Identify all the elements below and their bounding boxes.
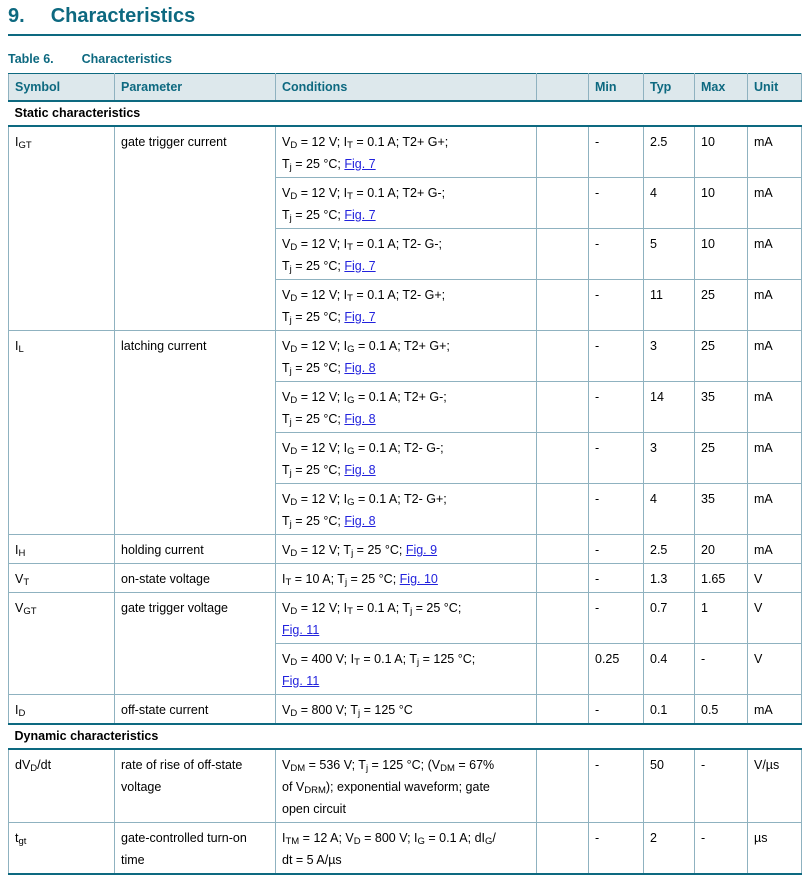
figure-link[interactable]: Fig. 8 <box>344 514 376 528</box>
section-row <box>9 101 802 126</box>
typ-cell: 2.5 <box>644 126 695 178</box>
min-cell: - <box>589 535 644 564</box>
typ-cell: 2.5 <box>644 535 695 564</box>
conditions-cell: $V_D = 12$ V; $I_T = 0.1$ A; T2+ G-; $T_j = 25$ °C; Fig. 7 <box>276 178 537 229</box>
min-cell: - <box>589 593 644 644</box>
col-header-spacer <box>537 74 589 102</box>
conditions-cell: $I_{TM} = 12$ A; $V_D = 800$ V; $I_G = 0.1$ A; $dI_G/$ dt = 5 A/µs <box>276 823 537 875</box>
figure-link[interactable]: Fig. 8 <box>344 463 376 477</box>
spacer-cell <box>537 229 589 280</box>
section-title: Dynamic characteristics <box>9 724 802 749</box>
unit-cell: V <box>748 644 802 695</box>
min-cell: - <box>589 331 644 382</box>
section-title: Characteristics <box>50 5 196 27</box>
max-cell: 10 <box>695 178 748 229</box>
col-header-min: Min <box>589 74 644 102</box>
max-cell: 25 <box>695 433 748 484</box>
typ-cell: 3 <box>644 331 695 382</box>
min-cell: - <box>589 433 644 484</box>
parameter-cell: gate-controlled turn-on time <box>115 823 276 875</box>
symbol-cell: $I_H$ <box>9 535 115 564</box>
spacer-cell <box>537 331 589 382</box>
typ-cell: 0.1 <box>644 695 695 725</box>
spacer-cell <box>537 280 589 331</box>
spacer-cell <box>537 695 589 725</box>
unit-cell: mA <box>748 382 802 433</box>
typ-cell: 3 <box>644 433 695 484</box>
unit-cell: V <box>748 564 802 593</box>
max-cell: - <box>695 749 748 823</box>
unit-cell: mA <box>748 178 802 229</box>
parameter-cell: on-state voltage <box>115 564 276 593</box>
table-row <box>9 564 802 593</box>
col-header-conditions: Conditions <box>276 74 537 102</box>
parameter-cell: latching current <box>115 331 276 535</box>
max-cell: 35 <box>695 484 748 535</box>
typ-cell: 4 <box>644 178 695 229</box>
conditions-cell: $V_D = 12$ V; $I_T = 0.1$ A; T2+ G+; $T_j = 25$ °C; Fig. 7 <box>276 126 537 178</box>
table-row <box>9 126 802 178</box>
min-cell: - <box>589 126 644 178</box>
max-cell: 10 <box>695 126 748 178</box>
typ-cell: 14 <box>644 382 695 433</box>
unit-cell: mA <box>748 695 802 725</box>
symbol-cell: $t_{gt}$ <box>9 823 115 875</box>
figure-link[interactable]: Fig. 11 <box>282 623 320 637</box>
col-header-max: Max <box>695 74 748 102</box>
section-number: 9. <box>8 5 25 27</box>
min-cell: - <box>589 178 644 229</box>
min-cell: - <box>589 382 644 433</box>
min-cell: - <box>589 564 644 593</box>
table-row <box>9 535 802 564</box>
conditions-cell: $V_D = 12$ V; $I_G = 0.1$ A; T2- G-; $T_j = 25$ °C; Fig. 8 <box>276 433 537 484</box>
typ-cell: 2 <box>644 823 695 875</box>
unit-cell: mA <box>748 126 802 178</box>
max-cell: 0.5 <box>695 695 748 725</box>
unit-cell: V/µs <box>748 749 802 823</box>
max-cell: - <box>695 823 748 875</box>
conditions-cell: $V_D = 12$ V; $I_T = 0.1$ A; T2- G+; $T_j = 25$ °C; Fig. 7 <box>276 280 537 331</box>
min-cell: - <box>589 695 644 725</box>
figure-link[interactable]: Fig. 7 <box>344 208 376 222</box>
unit-cell: µs <box>748 823 802 875</box>
conditions-cell: $V_D = 12$ V; $T_j = 25$ °C; Fig. 9 <box>276 535 537 564</box>
spacer-cell <box>537 484 589 535</box>
typ-cell: 1.3 <box>644 564 695 593</box>
heading-rule <box>8 34 801 36</box>
parameter-cell: off-state current <box>115 695 276 725</box>
typ-cell: 50 <box>644 749 695 823</box>
min-cell: - <box>589 229 644 280</box>
max-cell: 35 <box>695 382 748 433</box>
parameter-cell: gate trigger voltage <box>115 593 276 695</box>
spacer-cell <box>537 433 589 484</box>
conditions-cell: $V_D = 12$ V; $I_G = 0.1$ A; T2+ G-; $T_j = 25$ °C; Fig. 8 <box>276 382 537 433</box>
figure-link[interactable]: Fig. 10 <box>399 572 438 586</box>
table-row <box>9 823 802 875</box>
figure-link[interactable]: Fig. 9 <box>405 543 438 557</box>
max-cell: - <box>695 644 748 695</box>
unit-cell: mA <box>748 484 802 535</box>
spacer-cell <box>537 382 589 433</box>
max-cell: 25 <box>695 331 748 382</box>
figure-link[interactable]: Fig. 7 <box>344 259 376 273</box>
col-header-symbol: Symbol <box>9 74 115 102</box>
spacer-cell <box>537 823 589 875</box>
table-row <box>9 749 802 823</box>
table-header-row <box>9 74 802 102</box>
max-cell: 25 <box>695 280 748 331</box>
table-caption-label: Table 6. <box>8 52 54 66</box>
table-caption-title: Characteristics <box>81 52 172 66</box>
spacer-cell <box>537 178 589 229</box>
table-row <box>9 593 802 644</box>
parameter-cell: gate trigger current <box>115 126 276 331</box>
max-cell: 1.65 <box>695 564 748 593</box>
typ-cell: 5 <box>644 229 695 280</box>
symbol-cell: $V_T$ <box>9 564 115 593</box>
section-title: Static characteristics <box>9 101 802 126</box>
min-cell: - <box>589 280 644 331</box>
unit-cell: mA <box>748 535 802 564</box>
conditions-cell: $V_D = 800$ V; $T_j = 125$ °C <box>276 695 537 725</box>
max-cell: 10 <box>695 229 748 280</box>
spacer-cell <box>537 749 589 823</box>
conditions-cell: $V_D = 12$ V; $I_G = 0.1$ A; T2+ G+; $T_j = 25$ °C; Fig. 8 <box>276 331 537 382</box>
typ-cell: 0.7 <box>644 593 695 644</box>
parameter-cell: holding current <box>115 535 276 564</box>
symbol-cell: $I_{GT}$ <box>9 126 115 331</box>
symbol-cell: $I_D$ <box>9 695 115 725</box>
conditions-cell: $V_D = 12$ V; $I_G = 0.1$ A; T2- G+; $T_j = 25$ °C; Fig. 8 <box>276 484 537 535</box>
spacer-cell <box>537 593 589 644</box>
figure-link[interactable]: Fig. 7 <box>344 157 376 171</box>
unit-cell: mA <box>748 229 802 280</box>
min-cell: 0.25 <box>589 644 644 695</box>
typ-cell: 4 <box>644 484 695 535</box>
min-cell: - <box>589 823 644 875</box>
section-row <box>9 724 802 749</box>
min-cell: - <box>589 749 644 823</box>
spacer-cell <box>537 126 589 178</box>
figure-link[interactable]: Fig. 8 <box>344 361 376 375</box>
min-cell: - <box>589 484 644 535</box>
characteristics-table-body <box>9 101 802 874</box>
spacer-cell <box>537 564 589 593</box>
unit-cell: mA <box>748 433 802 484</box>
symbol-cell: $I_L$ <box>9 331 115 535</box>
unit-cell: V <box>748 593 802 644</box>
conditions-cell: $V_D = 12$ V; $I_T = 0.1$ A; $T_j = 25$ °C; Fig. 11 <box>276 593 537 644</box>
conditions-cell: $V_D = 12$ V; $I_T = 0.1$ A; T2- G-; $T_j = 25$ °C; Fig. 7 <box>276 229 537 280</box>
spacer-cell <box>537 644 589 695</box>
symbol-cell: $dV_D/dt$ <box>9 749 115 823</box>
unit-cell: mA <box>748 280 802 331</box>
table-row <box>9 331 802 382</box>
typ-cell: 0.4 <box>644 644 695 695</box>
col-header-unit: Unit <box>748 74 802 102</box>
symbol-cell: $V_{GT}$ <box>9 593 115 695</box>
table-caption <box>8 52 801 67</box>
unit-cell: mA <box>748 331 802 382</box>
col-header-typ: Typ <box>644 74 695 102</box>
figure-link[interactable]: Fig. 8 <box>344 412 376 426</box>
conditions-cell: $V_{DM} = 536$ V; $T_j = 125$ °C; ($V_{DM} = 67\%$ of $V_{DRM}$); exponential waveform; gate open circuit <box>276 749 537 823</box>
figure-link[interactable]: Fig. 11 <box>282 674 320 688</box>
spacer-cell <box>537 535 589 564</box>
col-header-parameter: Parameter <box>115 74 276 102</box>
table-row <box>9 695 802 725</box>
typ-cell: 11 <box>644 280 695 331</box>
conditions-cell: $I_T = 10$ A; $T_j = 25$ °C; Fig. 10 <box>276 564 537 593</box>
figure-link[interactable]: Fig. 7 <box>344 310 376 324</box>
conditions-cell: $V_D = 400$ V; $I_T = 0.1$ A; $T_j = 125$ °C; Fig. 11 <box>276 644 537 695</box>
max-cell: 1 <box>695 593 748 644</box>
characteristics-table <box>8 73 802 875</box>
parameter-cell: rate of rise of off-state voltage <box>115 749 276 823</box>
max-cell: 20 <box>695 535 748 564</box>
section-heading <box>8 5 801 27</box>
